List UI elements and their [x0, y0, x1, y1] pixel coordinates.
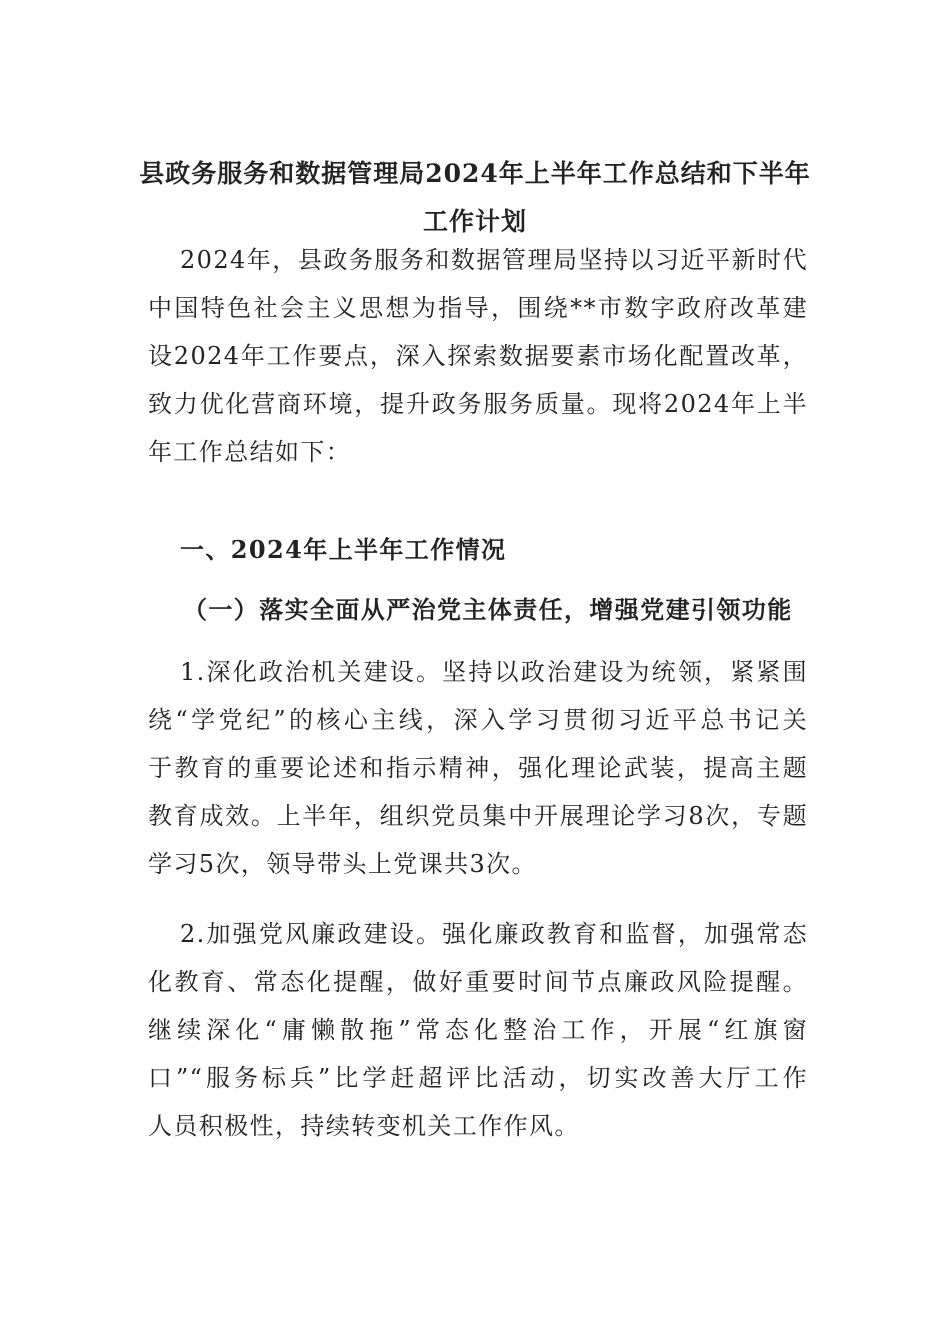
paragraph-line: 年工作总结如下： — [148, 438, 352, 466]
paragraph-line: 致力优化营商环境，提升政务服务质量。现将2024年上半 — [148, 390, 808, 418]
paragraph-line: 教育成效。上半年，组织党员集中开展理论学习8次，专题 — [148, 802, 808, 830]
paragraph-line: 人员积极性，持续转变机关工作作风。 — [148, 1112, 580, 1140]
title-line-2: 工作计划 — [422, 207, 527, 236]
paragraph-line: 2.加强党风廉政建设。强化廉政教育和监督，加强常态 — [180, 920, 808, 948]
paragraph-line: 1.深化政治机关建设。坚持以政治建设为统领，紧紧围 — [180, 658, 808, 686]
intro-paragraph — [148, 236, 808, 476]
paragraph-line: 于教育的重要论述和指示精神，强化理论武装，提高主题 — [148, 754, 808, 782]
paragraph-line: 学习5次，领导带头上党课共3次。 — [148, 850, 537, 878]
item-paragraph-1 — [148, 648, 808, 888]
subsection-heading-1: （一）落实全面从严治党主体责任，增强党建引领功能 — [183, 595, 793, 624]
paragraph-line: 2024年，县政务服务和数据管理局坚持以习近平新时代 — [180, 246, 808, 274]
item-paragraph-2 — [148, 910, 808, 1150]
section-heading-1: 一、2024年上半年工作情况 — [180, 535, 507, 564]
paragraph-line: 中国特色社会主义思想为指导，围绕**市数字政府改革建 — [148, 294, 808, 322]
paragraph-line: 口”“服务标兵”比学赶超评比活动，切实改善大厅工作 — [148, 1064, 808, 1092]
document-title — [100, 150, 850, 246]
paragraph-line: 绕“学党纪”的核心主线，深入学习贯彻习近平总书记关 — [148, 706, 808, 734]
paragraph-line: 化教育、常态化提醒，做好重要时间节点廉政风险提醒。 — [148, 968, 808, 996]
title-line-1: 县政务服务和数据管理局2024年上半年工作总结和下半年 — [139, 159, 811, 188]
paragraph-line: 继续深化“庸懒散拖”常态化整治工作，开展“红旗窗 — [148, 1016, 808, 1044]
paragraph-line: 设2024年工作要点，深入探索数据要素市场化配置改革， — [148, 342, 808, 370]
